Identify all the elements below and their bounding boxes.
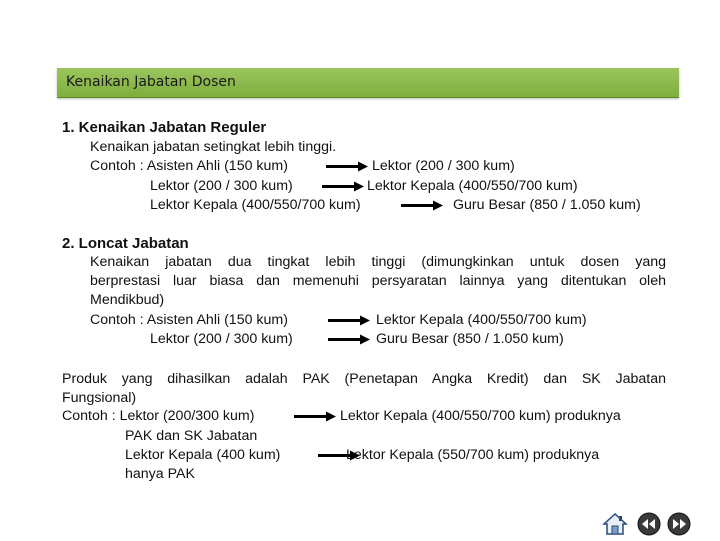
section1-heading: 1. Kenaikan Jabatan Reguler bbox=[62, 119, 267, 136]
section2-example2-to: Guru Besar (850 / 1.050 kum) bbox=[376, 331, 564, 347]
section1-example3-to: Guru Besar (850 / 1.050 kum) bbox=[453, 197, 641, 213]
section1-example3-from: Lektor Kepala (400/550/700 kum) bbox=[150, 197, 361, 213]
section1-example2-from: Lektor (200 / 300 kum) bbox=[150, 178, 293, 194]
arrow-right-icon bbox=[326, 161, 368, 172]
section2-description-line2: berprestasi luar biasa dan memenuhi persyaratan lainnya yang ditentukan oleh bbox=[90, 273, 666, 289]
section2-example1-to: Lektor Kepala (400/550/700 kum) bbox=[376, 312, 587, 328]
section2-example1-from: Contoh : Asisten Ahli (150 kum) bbox=[90, 312, 288, 328]
arrow-right-icon bbox=[294, 411, 336, 422]
section1-example2-to: Lektor Kepala (400/550/700 kum) bbox=[367, 178, 578, 194]
section1-description: Kenaikan jabatan setingkat lebih tinggi. bbox=[90, 139, 337, 155]
produk-example2-from: Lektor Kepala (400 kum) bbox=[125, 447, 281, 463]
home-icon[interactable] bbox=[602, 512, 628, 541]
produk-line2: Fungsional) bbox=[62, 390, 137, 406]
arrow-right-icon bbox=[322, 181, 364, 192]
slide-header bbox=[57, 68, 679, 98]
previous-icon[interactable] bbox=[636, 512, 662, 541]
section2-description-line3: Mendikbud) bbox=[90, 292, 165, 308]
produk-example2-continuation: hanya PAK bbox=[125, 466, 195, 482]
produk-line1: Produk yang dihasilkan adalah PAK (Penetapan Angka Kredit) dan SK Jabatan bbox=[62, 371, 666, 387]
arrow-right-icon bbox=[328, 315, 370, 326]
section1-example1-to: Lektor (200 / 300 kum) bbox=[372, 158, 515, 174]
produk-example2-to: Lektor Kepala (550/700 kum) produknya bbox=[346, 447, 600, 463]
section2-heading: 2. Loncat Jabatan bbox=[62, 235, 189, 252]
slide-title: Kenaikan Jabatan Dosen bbox=[66, 74, 236, 90]
arrow-right-icon bbox=[328, 334, 370, 345]
section1-example1-from: Contoh : Asisten Ahli (150 kum) bbox=[90, 158, 288, 174]
produk-example1-to: Lektor Kepala (400/550/700 kum) produknya bbox=[340, 408, 621, 424]
section2-example2-from: Lektor (200 / 300 kum) bbox=[150, 331, 293, 347]
section2-description-line1: Kenaikan jabatan dua tingkat lebih tinggi (dimungkinkan untuk dosen yang bbox=[90, 254, 666, 270]
arrow-right-icon bbox=[401, 200, 443, 211]
next-icon[interactable] bbox=[666, 512, 692, 541]
produk-example1-from: Contoh : Lektor (200/300 kum) bbox=[62, 408, 255, 424]
produk-example1-continuation: PAK dan SK Jabatan bbox=[125, 428, 258, 444]
